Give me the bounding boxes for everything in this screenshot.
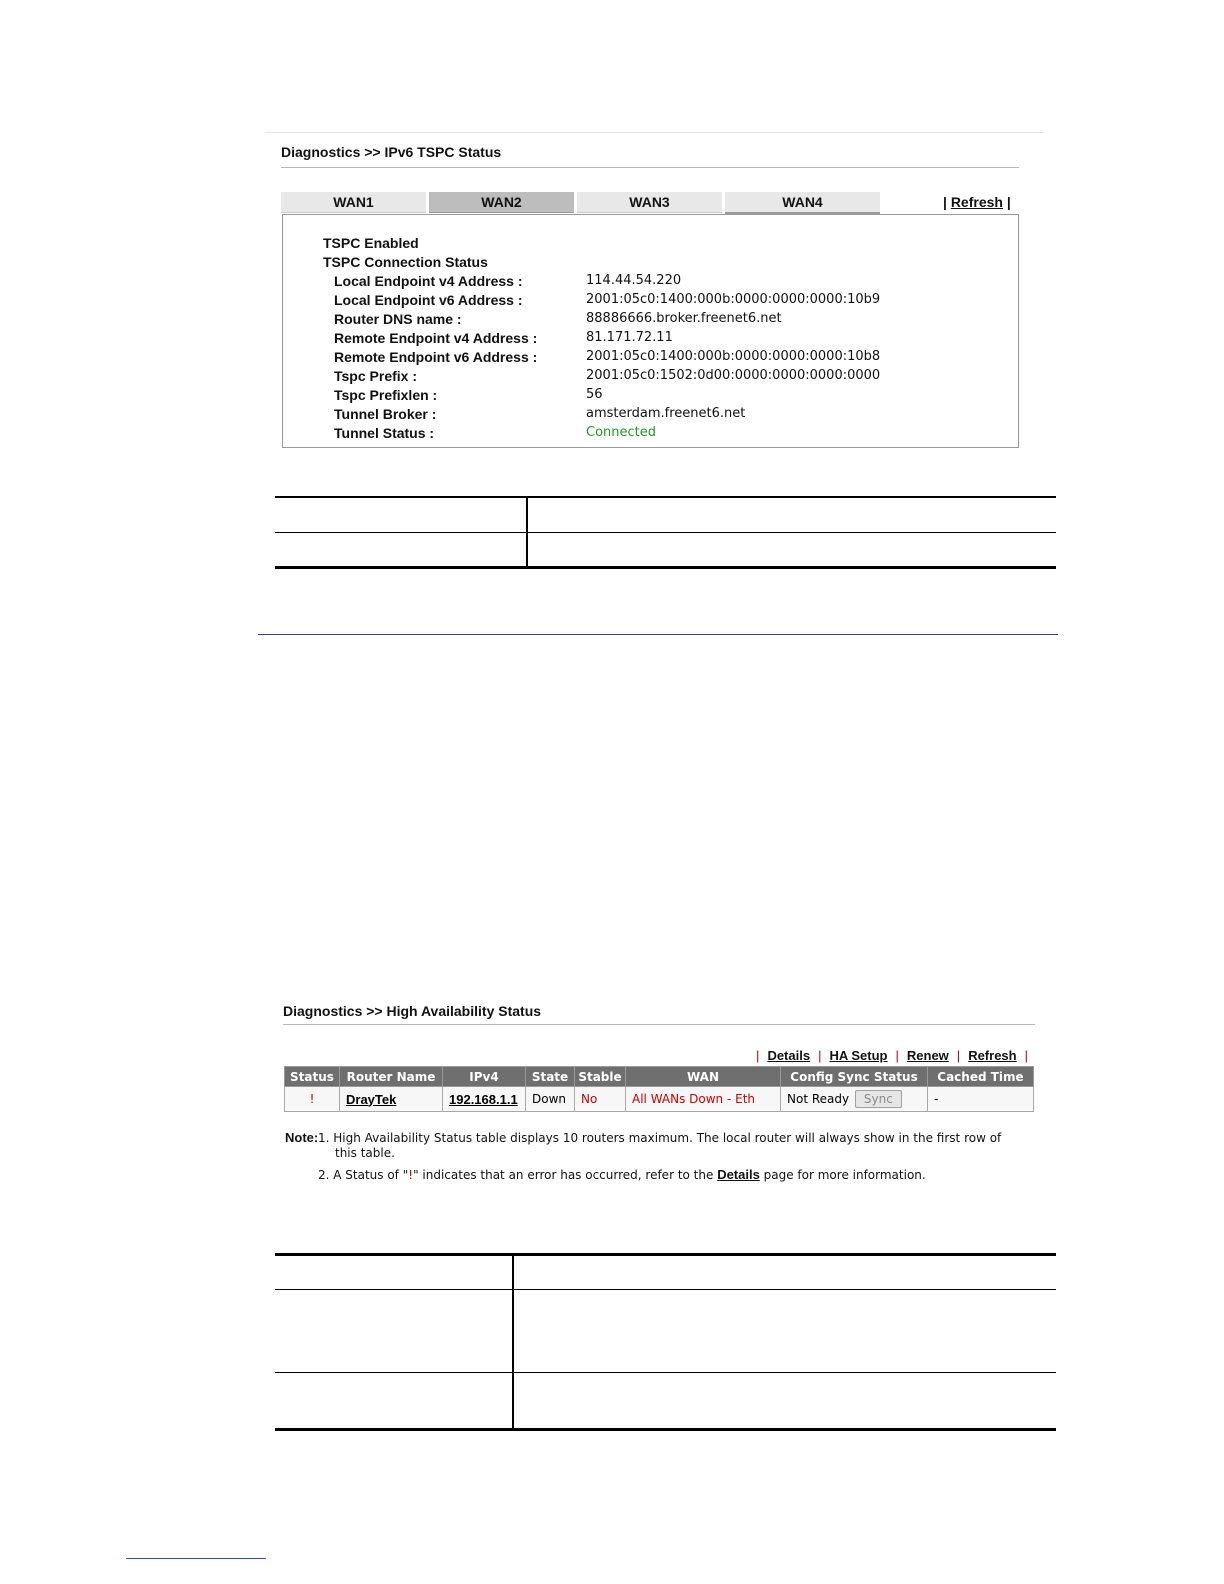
- tspc-connection-status-label: TSPC Connection Status: [323, 254, 488, 270]
- refresh-bar: [943, 194, 1011, 210]
- field-row: [283, 292, 1018, 311]
- tspc-enabled-row: [283, 235, 1018, 254]
- note-1-text: 1. High Availability Status table displays 10 routers maximum. The local router will always show in the first row of: [318, 1131, 1002, 1145]
- separator: |: [956, 1048, 961, 1063]
- tab-wan4[interactable]: WAN4: [725, 192, 880, 214]
- field-value: 88886666.broker.freenet6.net: [586, 311, 782, 326]
- stable-cell: No: [575, 1087, 626, 1112]
- ha-status-panel: [282, 1000, 1036, 1190]
- col-config-sync-status: Config Sync Status: [781, 1067, 928, 1087]
- field-label: Tspc Prefixlen :: [334, 387, 438, 403]
- field-value: 2001:05c0:1400:000b:0000:0000:0000:10b8: [586, 349, 881, 364]
- separator: |: [1024, 1048, 1028, 1063]
- field-row: [283, 368, 1018, 387]
- description-table: [275, 1253, 1056, 1433]
- refresh-link[interactable]: Refresh: [950, 194, 1003, 210]
- note-2-text: page for more information.: [759, 1168, 926, 1182]
- ha-setup-link[interactable]: HA Setup: [829, 1048, 888, 1063]
- field-value: 56: [586, 387, 603, 402]
- col-cached-time: Cached Time: [928, 1067, 1034, 1087]
- table-row-rule: [275, 532, 1056, 533]
- note-block: [285, 1130, 1035, 1184]
- field-value: 114.44.54.220: [586, 273, 682, 288]
- separator: |: [895, 1048, 899, 1063]
- table-header-row: [285, 1067, 1034, 1087]
- cached-time-cell: -: [928, 1087, 1034, 1112]
- tab-wan1[interactable]: WAN1: [281, 192, 426, 213]
- renew-link[interactable]: Renew: [906, 1048, 949, 1063]
- description-table: [275, 496, 1056, 570]
- field-value: 2001:05c0:1502:0d00:0000:0000:0000:0000: [586, 368, 881, 383]
- col-ipv4: IPv4: [443, 1067, 526, 1087]
- field-row: [283, 273, 1018, 292]
- field-label: Tspc Prefix :: [334, 368, 417, 384]
- field-label: Remote Endpoint v4 Address :: [334, 330, 538, 346]
- details-link[interactable]: Details: [767, 1048, 811, 1063]
- table-row-rule: [275, 1289, 1056, 1290]
- col-router-name: Router Name: [340, 1067, 443, 1087]
- ha-link-bar: [748, 1048, 1036, 1063]
- note-line-1: [285, 1130, 1035, 1147]
- separator: |: [1006, 194, 1011, 210]
- tspc-info-box: [282, 214, 1019, 448]
- note-line-1b: [285, 1147, 1035, 1167]
- tspc-status-panel: [265, 132, 1043, 454]
- ipv4-cell: [443, 1087, 526, 1112]
- table-top-rule: [275, 496, 1056, 498]
- router-name-link[interactable]: DrayTek: [346, 1091, 397, 1107]
- field-label: Remote Endpoint v6 Address :: [334, 349, 538, 365]
- field-row: [283, 330, 1018, 349]
- ha-status-table: [284, 1066, 1034, 1112]
- note-2-text: 2. A Status of ": [318, 1168, 409, 1182]
- col-status: Status: [285, 1067, 340, 1087]
- note-2-text: " indicates that an error has occurred, refer to the: [413, 1168, 718, 1182]
- wan-cell: All WANs Down - Eth: [626, 1087, 781, 1112]
- separator: |: [818, 1048, 822, 1063]
- field-label: Tunnel Status :: [334, 425, 435, 441]
- note-line-2: [285, 1167, 1035, 1184]
- tspc-enabled-label: TSPC Enabled: [323, 235, 419, 251]
- ipv4-link[interactable]: 192.168.1.1: [449, 1091, 518, 1107]
- separator: |: [943, 194, 947, 210]
- breadcrumb: Diagnostics >> IPv6 TSPC Status: [281, 144, 502, 160]
- col-wan: WAN: [626, 1067, 781, 1087]
- table-row-rule: [275, 1372, 1056, 1373]
- field-label: Tunnel Broker :: [334, 406, 437, 422]
- router-name-cell: [340, 1087, 443, 1112]
- field-row: [283, 311, 1018, 330]
- col-stable: Stable: [575, 1067, 626, 1087]
- table-column-rule: [526, 496, 528, 568]
- table-row: [285, 1087, 1034, 1112]
- breadcrumb-divider: [283, 1024, 1035, 1025]
- section-divider: [258, 634, 1058, 635]
- state-cell: Down: [526, 1087, 575, 1112]
- table-bottom-rule: [275, 566, 1056, 569]
- breadcrumb: Diagnostics >> High Availability Status: [283, 1003, 542, 1019]
- note-2: [318, 1167, 926, 1182]
- field-value: amsterdam.freenet6.net: [586, 406, 746, 421]
- field-row: [283, 406, 1018, 425]
- field-value: 81.171.72.11: [586, 330, 673, 345]
- error-mark: !: [408, 1168, 414, 1182]
- separator: |: [756, 1048, 760, 1063]
- config-sync-cell: [781, 1087, 928, 1112]
- table-top-rule: [275, 1253, 1056, 1256]
- tspc-connection-status-row: [283, 254, 1018, 273]
- config-sync-status: Not Ready: [787, 1092, 850, 1106]
- tunnel-status-value: Connected: [586, 425, 657, 440]
- field-row: [283, 387, 1018, 406]
- col-state: State: [526, 1067, 575, 1087]
- table-bottom-rule: [275, 1428, 1056, 1431]
- breadcrumb-divider: [281, 167, 1019, 168]
- field-row: [283, 425, 1018, 444]
- panel-top-border: [265, 132, 1043, 133]
- field-row: [283, 349, 1018, 368]
- tab-wan2[interactable]: WAN2: [429, 192, 574, 213]
- note-1-continuation: this table.: [335, 1146, 395, 1160]
- sync-button[interactable]: Sync: [855, 1090, 902, 1108]
- field-label: Local Endpoint v6 Address :: [334, 292, 523, 308]
- note-label: Note:: [285, 1130, 319, 1145]
- tab-wan3[interactable]: WAN3: [577, 192, 722, 213]
- details-link[interactable]: Details: [717, 1167, 760, 1182]
- refresh-link[interactable]: Refresh: [968, 1048, 1017, 1063]
- field-label: Local Endpoint v4 Address :: [334, 273, 523, 289]
- footnote-rule: [126, 1558, 266, 1559]
- status-cell: !: [285, 1087, 340, 1112]
- field-value: 2001:05c0:1400:000b:0000:0000:0000:10b9: [586, 292, 881, 307]
- field-label: Router DNS name :: [334, 311, 462, 327]
- table-column-rule: [512, 1253, 514, 1430]
